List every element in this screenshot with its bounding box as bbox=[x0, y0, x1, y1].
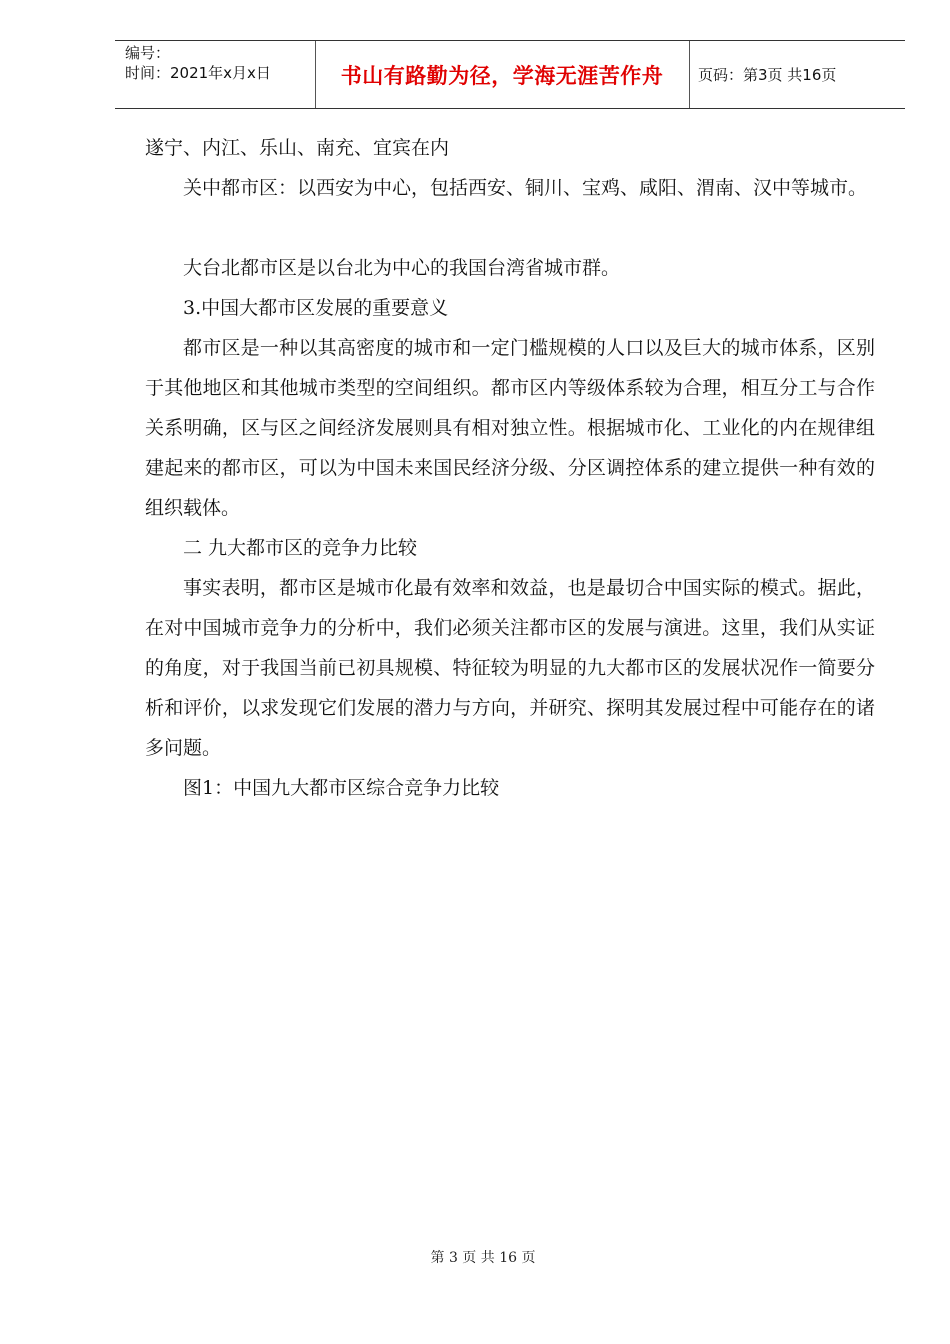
motto-text: 书山有路勤为径，学海无涯苦作舟 bbox=[340, 63, 664, 88]
paragraph-facts: 事实表明，都市区是城市化最有效率和效益，也是最切合中国实际的模式。据此，在对中国城市竞争力的分析中，我们必须关注都市区的发展与演进。这里，我们从实证的角度，对于我国当前已初具规模、特征较为明显的九大都市区的发展状况作一简要分析和评价，以求发现它们发展的潜力与方向，并研究、探明其发展过程中可能存在的诸多问题。 bbox=[145, 577, 875, 759]
blank-line bbox=[145, 208, 875, 248]
header-page-cell bbox=[690, 41, 905, 108]
paragraph-taipei: 大台北都市区是以台北为中心的我国台湾省城市群。 bbox=[183, 257, 621, 279]
paragraph-city-list: 遂宁、内江、乐山、南充、宜宾在内 bbox=[145, 137, 450, 159]
time-label: 时间：2021年x月x日 bbox=[125, 64, 271, 82]
section-heading-competitiveness: 二 九大都市区的竞争力比较 bbox=[183, 537, 418, 559]
paragraph-guanzhong: 关中都市区：以西安为中心，包括西安、铜川、宝鸡、咸阳、渭南、汉中等城市。 bbox=[183, 177, 868, 199]
figure-caption: 图1：中国九大都市区综合竞争力比较 bbox=[183, 777, 500, 799]
header-page-number: 页码：第3页 共16页 bbox=[698, 65, 837, 84]
subheading-significance: 3.中国大都市区发展的重要意义 bbox=[183, 297, 449, 319]
paragraph-significance: 都市区是一种以其高密度的城市和一定门槛规模的人口以及巨大的城市体系，区别于其他地区和其他城市类型的空间组织。都市区内等级体系较为合理，相互分工与合作关系明确，区与区之间经济发展则具有相对独立性。根据城市化、工业化的内在规律组建起来的都市区，可以为中国未来国民经济分级、分区调控体系的建立提供一种有效的组织载体。 bbox=[145, 337, 875, 519]
page-header bbox=[115, 40, 905, 109]
header-meta-cell bbox=[115, 41, 316, 108]
document-body bbox=[145, 128, 875, 808]
header-motto-cell bbox=[315, 41, 690, 108]
page-footer: 第 3 页 共 16 页 bbox=[430, 1250, 536, 1266]
serial-label: 编号： bbox=[125, 44, 171, 62]
